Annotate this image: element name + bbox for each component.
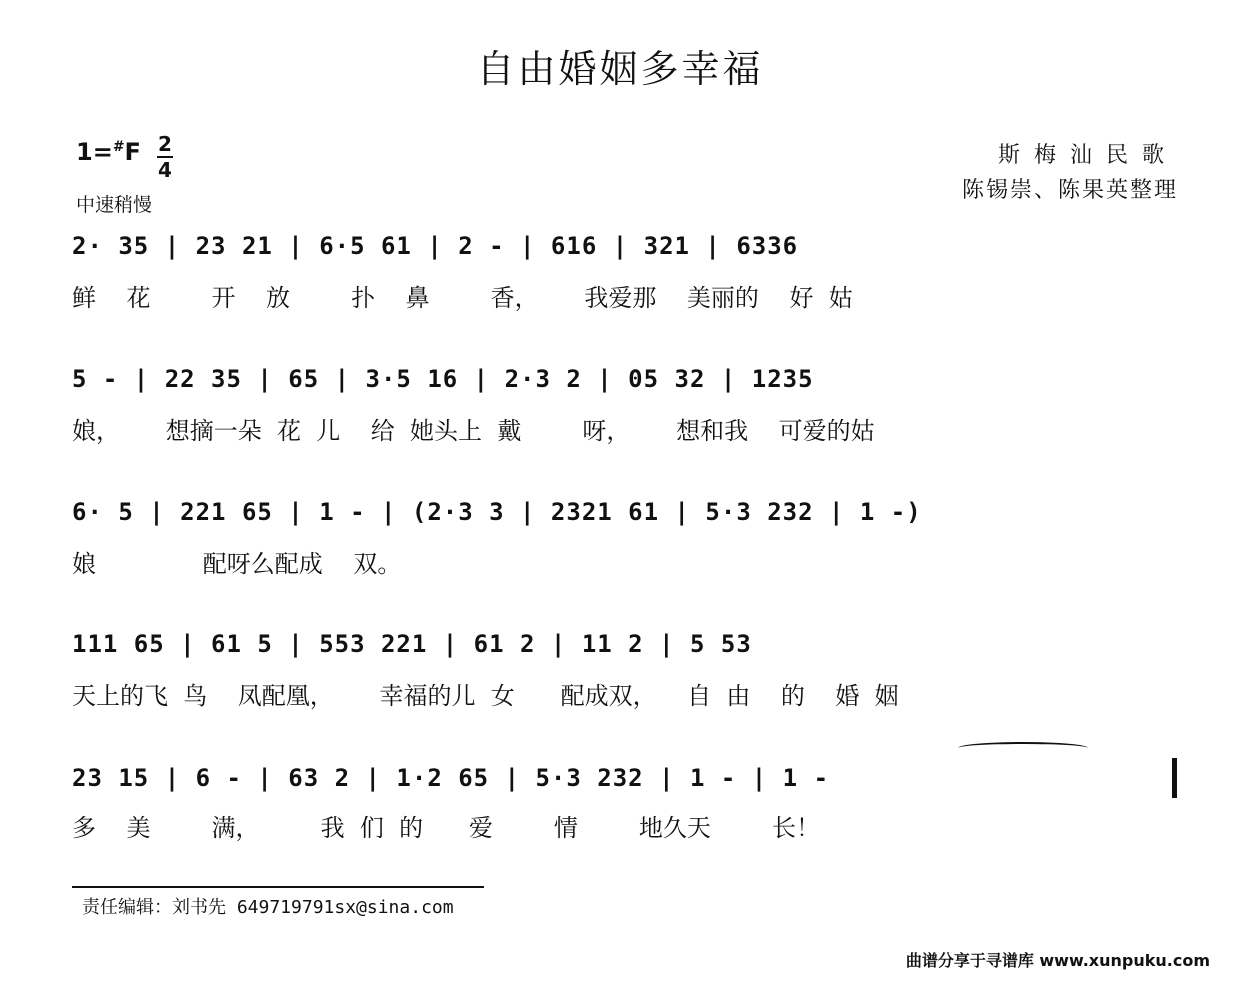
- meter-bottom: 4: [158, 158, 172, 182]
- key-prefix: 1=: [76, 138, 113, 166]
- credit-origin: 斯梅汕民歌: [997, 143, 1178, 168]
- notation-line: 2· 35 | 23 21 | 6·5 61 | 2 - | 616 | 321 | 6336: [72, 232, 799, 260]
- song-title: 自由婚姻多幸福: [476, 47, 764, 91]
- tie-arc: [958, 742, 1088, 754]
- score-system-1: [72, 222, 1182, 270]
- notation-line: 5 - | 22 35 | 65 | 3·5 16 | 2·3 2 | 05 32 | 1235: [72, 365, 814, 393]
- score-system-4: [72, 620, 1182, 668]
- lyrics-line-5: 多 美 满， 我 们 的 爱 情 地久天 长！: [72, 814, 820, 842]
- lyrics-line-4: 天上的飞 鸟 凤配凰， 幸福的儿 女 配成双， 自 由 的 婚 姻: [72, 682, 899, 710]
- key-note: F: [124, 138, 141, 166]
- tempo-marking: 中速稍慢: [76, 194, 153, 216]
- score-system-3: [72, 488, 1182, 536]
- score-system-2: [72, 355, 1182, 403]
- key-accidental: #: [112, 139, 125, 155]
- footer-divider: [72, 886, 484, 888]
- notation-line: 6· 5 | 221 65 | 1 - | (2·3 3 | 2321 61 | 5·3 232 | 1 -): [72, 498, 922, 526]
- key-signature: [76, 138, 141, 166]
- lyrics-line-1: 鲜 花 开 放 扑 鼻 香， 我爱那 美丽的 好 姑: [72, 284, 853, 312]
- source-credit: 曲谱分享于寻谱库 www.xunpuku.com: [905, 951, 1210, 970]
- final-barline: [1172, 758, 1177, 798]
- editor-credit: 责任编辑：刘书先 649719791sx@sina.com: [82, 897, 454, 918]
- time-signature: [155, 132, 175, 182]
- lyrics-line-2: 娘， 想摘一朵 花 儿 给 她头上 戴 呀， 想和我 可爱的姑: [72, 417, 875, 445]
- notation-line: 111 65 | 61 5 | 553 221 | 61 2 | 11 2 | 5 53: [72, 630, 752, 658]
- credit-arranger: 陈锡崇、陈果英整理: [961, 178, 1178, 203]
- score-system-5: [72, 754, 1182, 802]
- lyrics-line-3: 娘 配呀么配成 双。: [72, 550, 402, 578]
- notation-line: 23 15 | 6 - | 63 2 | 1·2 65 | 5·3 232 | 1 - | 1 -: [72, 764, 830, 792]
- meter-top: 2: [158, 132, 172, 156]
